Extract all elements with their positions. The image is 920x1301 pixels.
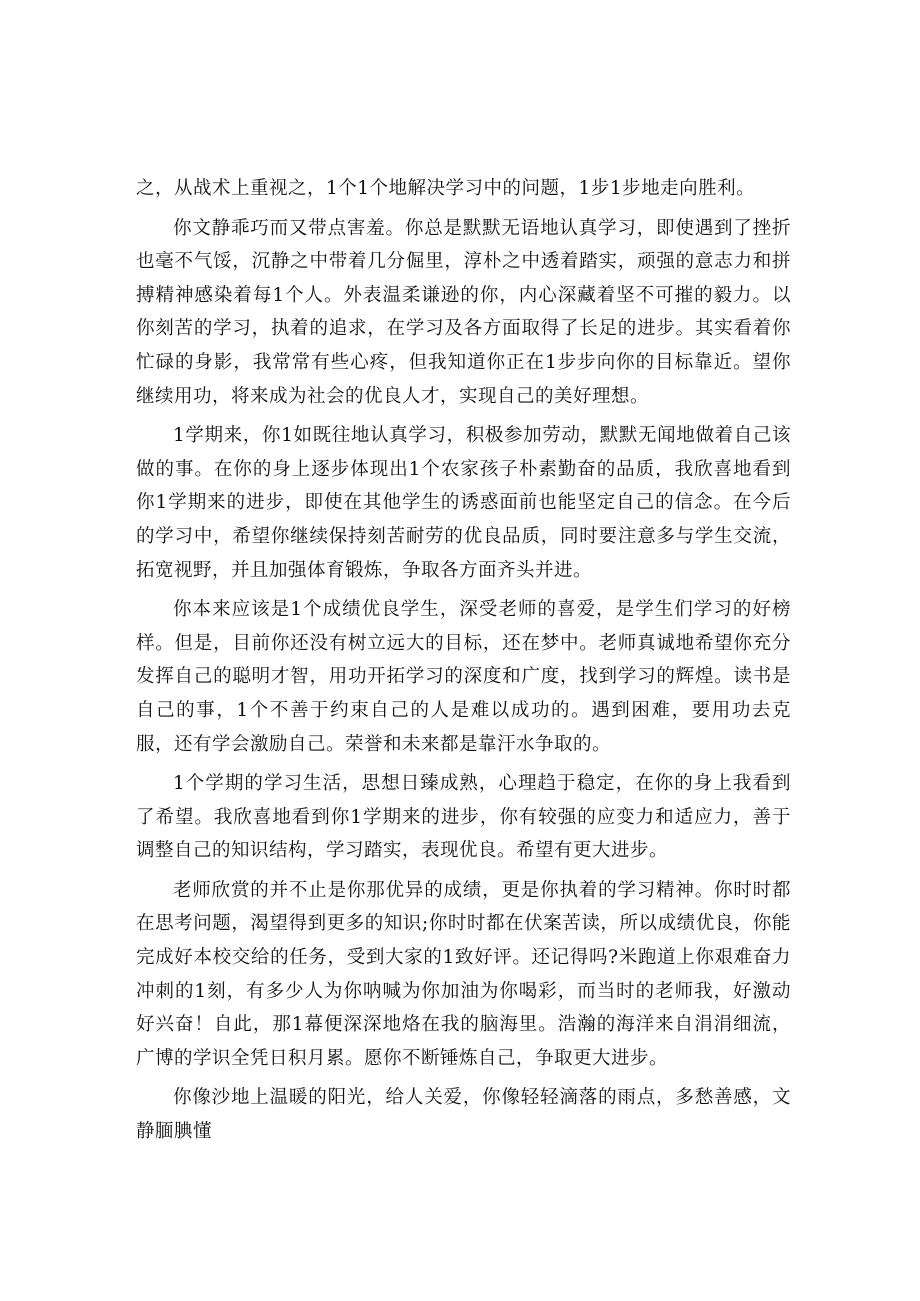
paragraph-comment-2: 1学期来，你1如既往地认真学习，积极参加劳动，默默无闻地做着自己该做的事。在你的身上逐步体现出1个农家孩子朴素勤奋的品质，我欣喜地看到你1学期来的进步，即使在其他学生的诱惑面前也能坚定自己的信念。在今后的学习中，希望你继续保持刻苦耐劳的优良品质，同时要注意多与学生交流，拓宽视野，并且加强体育锻炼，争取各方面齐头并进。 [136,425,791,581]
document-body [136,172,791,1155]
paragraph-continuation: 之，从战术上重视之，1个1个地解决学习中的问题，1步1步地走向胜利。 [136,178,756,199]
paragraph-comment-1: 你文静乖巧而又带点害羞。你总是默默无语地认真学习，即使遇到了挫折也毫不气馁，沉静之中带着几分倔里，淳朴之中透着踏实，顽强的意志力和拼搏精神感染着每1个人。外表温柔谦逊的你，内心深藏着坚不可摧的毅力。以你刻苦的学习，执着的追求，在学习及各方面取得了长足的进步。其实看着你忙碌的身影，我常常有些心疼，但我知道你正在1步步向你的目标靠近。望你继续用功，将来成为社会的优良人才，实现自己的美好理想。 [136,217,791,407]
paragraph-comment-5: 老师欣赏的并不止是你那优异的成绩，更是你执着的学习精神。你时时都在思考问题，渴望得到更多的知识;你时时都在伏案苦读，所以成绩优良，你能完成好本校交给的任务，受到大家的1致好评。还记得吗?米跑道上你艰难奋力冲刺的1刻，有多少人为你呐喊为你加油为你喝彩，而当时的老师我，好激动好兴奋！自此，那1幕便深深地烙在我的脑海里。浩瀚的海洋来自涓涓细流，广博的学识全凭日积月累。愿你不断锤炼自己，争取更大进步。 [136,879,791,1069]
paragraph-comment-6: 你像沙地上温暖的阳光，给人关爱，你像轻轻滴落的雨点，多愁善感，文静腼腆懂 [136,1087,791,1143]
paragraph-comment-4: 1个学期的学习生活，思想日臻成熟，心理趋于稳定，在你的身上我看到了希望。我欣喜地看到你1学期来的进步，你有较强的应变力和适应力，善于调整自己的知识结构，学习踏实，表现优良。希望有更大进步。 [136,773,791,862]
paragraph-comment-3: 你本来应该是1个成绩优良学生，深受老师的喜爱，是学生们学习的好榜样。但是，目前你还没有树立远大的目标，还在梦中。老师真诚地希望你充分发挥自己的聪明才智，用功开拓学习的深度和广度，找到学习的辉煌。读书是自己的事，1个不善于约束自己的人是难以成功的。遇到困难，要用功去克服，还有学会激励自己。荣誉和未来都是靠汗水争取的。 [136,599,791,755]
